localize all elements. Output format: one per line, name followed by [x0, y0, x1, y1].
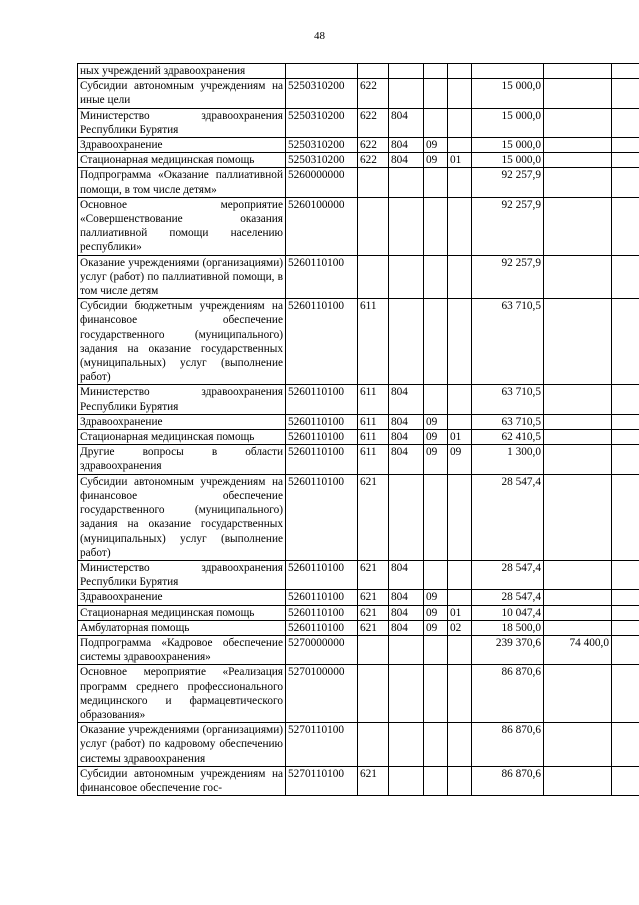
- section-code-cell: 09: [424, 620, 448, 635]
- expense-type-code-cell: 611: [358, 385, 389, 414]
- subsection-code-cell: [448, 766, 472, 795]
- row-name-cell: Субсидии автономным учреждениям на иные цели: [78, 79, 286, 108]
- target-article-code-cell: 5270110100: [286, 723, 358, 767]
- table-row: [78, 605, 639, 620]
- amount-federal-cell: [544, 197, 612, 255]
- amount-federal-cell: [544, 430, 612, 445]
- row-name-cell: Основное мероприятие «Совершенствование оказания паллиативной помощи населению республики»: [78, 197, 286, 255]
- row-name-cell: Стационарная медицинская помощь: [78, 430, 286, 445]
- amount-cell: 18 500,0: [472, 620, 544, 635]
- subsection-code-cell: [448, 64, 472, 79]
- amount-extra-cell: [612, 79, 639, 108]
- ministry-code-cell: 804: [389, 430, 424, 445]
- expense-type-code-cell: [358, 168, 389, 197]
- section-code-cell: [424, 168, 448, 197]
- amount-federal-cell: [544, 255, 612, 299]
- amount-cell: 15 000,0: [472, 108, 544, 137]
- table-row: [78, 414, 639, 429]
- ministry-code-cell: [389, 723, 424, 767]
- amount-federal-cell: 74 400,0: [544, 635, 612, 664]
- target-article-code-cell: 5260110100: [286, 445, 358, 474]
- ministry-code-cell: [389, 299, 424, 385]
- subsection-code-cell: [448, 197, 472, 255]
- table-row: [78, 635, 639, 664]
- section-code-cell: [424, 108, 448, 137]
- section-code-cell: [424, 255, 448, 299]
- expense-type-code-cell: 611: [358, 445, 389, 474]
- amount-federal-cell: [544, 620, 612, 635]
- table-row: [78, 385, 639, 414]
- target-article-code-cell: 5250310200: [286, 138, 358, 153]
- target-article-code-cell: 5260100000: [286, 197, 358, 255]
- target-article-code-cell: 5270100000: [286, 665, 358, 723]
- amount-extra-cell: [612, 197, 639, 255]
- section-code-cell: 09: [424, 590, 448, 605]
- section-code-cell: [424, 64, 448, 79]
- table-row: [78, 723, 639, 767]
- target-article-code-cell: 5260000000: [286, 168, 358, 197]
- expense-type-code-cell: [358, 665, 389, 723]
- table-row: [78, 153, 639, 168]
- target-article-code-cell: [286, 64, 358, 79]
- expense-type-code-cell: 621: [358, 620, 389, 635]
- amount-federal-cell: [544, 385, 612, 414]
- target-article-code-cell: 5250310200: [286, 108, 358, 137]
- amount-extra-cell: [612, 138, 639, 153]
- table-row: [78, 590, 639, 605]
- amount-federal-cell: [544, 665, 612, 723]
- subsection-code-cell: [448, 168, 472, 197]
- subsection-code-cell: [448, 665, 472, 723]
- amount-extra-cell: [612, 605, 639, 620]
- section-code-cell: [424, 197, 448, 255]
- target-article-code-cell: 5260110100: [286, 299, 358, 385]
- subsection-code-cell: [448, 474, 472, 560]
- row-name-cell: Здравоохранение: [78, 138, 286, 153]
- expense-type-code-cell: [358, 197, 389, 255]
- amount-federal-cell: [544, 299, 612, 385]
- amount-cell: 63 710,5: [472, 299, 544, 385]
- table-row: [78, 197, 639, 255]
- amount-extra-cell: [612, 620, 639, 635]
- ministry-code-cell: [389, 635, 424, 664]
- amount-cell: 62 410,5: [472, 430, 544, 445]
- row-name-cell: Оказание учреждениями (организациями) услуг (работ) по кадровому обеспечению системы здравоохранения: [78, 723, 286, 767]
- amount-cell: 1 300,0: [472, 445, 544, 474]
- ministry-code-cell: [389, 168, 424, 197]
- table-row: [78, 64, 639, 79]
- table-row: [78, 474, 639, 560]
- expense-type-code-cell: 622: [358, 79, 389, 108]
- expense-type-code-cell: 622: [358, 108, 389, 137]
- ministry-code-cell: 804: [389, 385, 424, 414]
- table-row: [78, 445, 639, 474]
- row-name-cell: ных учреждений здравоохранения: [78, 64, 286, 79]
- amount-cell: 10 047,4: [472, 605, 544, 620]
- expense-type-code-cell: [358, 64, 389, 79]
- amount-extra-cell: [612, 255, 639, 299]
- table-row: [78, 108, 639, 137]
- expense-type-code-cell: 611: [358, 430, 389, 445]
- table-row: [78, 299, 639, 385]
- table-row: [78, 620, 639, 635]
- amount-federal-cell: [544, 153, 612, 168]
- amount-federal-cell: [544, 723, 612, 767]
- ministry-code-cell: 804: [389, 414, 424, 429]
- target-article-code-cell: 5260110100: [286, 474, 358, 560]
- row-name-cell: Подпрограмма «Кадровое обеспечение системы здравоохранения»: [78, 635, 286, 664]
- row-name-cell: Оказание учреждениями (организациями) услуг (работ) по паллиативной помощи, в том числе детям: [78, 255, 286, 299]
- amount-federal-cell: [544, 474, 612, 560]
- expense-type-code-cell: 621: [358, 766, 389, 795]
- ministry-code-cell: 804: [389, 445, 424, 474]
- target-article-code-cell: 5270110100: [286, 766, 358, 795]
- ministry-code-cell: [389, 255, 424, 299]
- row-name-cell: Амбулаторная помощь: [78, 620, 286, 635]
- section-code-cell: [424, 474, 448, 560]
- ministry-code-cell: [389, 766, 424, 795]
- expense-type-code-cell: [358, 723, 389, 767]
- ministry-code-cell: 804: [389, 590, 424, 605]
- subsection-code-cell: 01: [448, 153, 472, 168]
- target-article-code-cell: 5260110100: [286, 385, 358, 414]
- amount-federal-cell: [544, 560, 612, 589]
- row-name-cell: Основное мероприятие «Реализация программ среднего профессионального медицинского и фармацевтического образования»: [78, 665, 286, 723]
- row-name-cell: Здравоохранение: [78, 590, 286, 605]
- subsection-code-cell: [448, 79, 472, 108]
- amount-extra-cell: [612, 723, 639, 767]
- section-code-cell: [424, 385, 448, 414]
- row-name-cell: Стационарная медицинская помощь: [78, 605, 286, 620]
- amount-federal-cell: [544, 766, 612, 795]
- target-article-code-cell: 5270000000: [286, 635, 358, 664]
- amount-federal-cell: [544, 590, 612, 605]
- target-article-code-cell: 5250310200: [286, 79, 358, 108]
- amount-extra-cell: [612, 560, 639, 589]
- subsection-code-cell: [448, 560, 472, 589]
- amount-cell: 86 870,6: [472, 723, 544, 767]
- target-article-code-cell: 5260110100: [286, 430, 358, 445]
- expense-type-code-cell: 622: [358, 153, 389, 168]
- amount-extra-cell: [612, 385, 639, 414]
- ministry-code-cell: 804: [389, 605, 424, 620]
- section-code-cell: 09: [424, 605, 448, 620]
- expense-type-code-cell: [358, 255, 389, 299]
- expense-type-code-cell: 622: [358, 138, 389, 153]
- target-article-code-cell: 5260110100: [286, 414, 358, 429]
- table-row: [78, 430, 639, 445]
- section-code-cell: [424, 723, 448, 767]
- amount-cell: 92 257,9: [472, 168, 544, 197]
- amount-federal-cell: [544, 414, 612, 429]
- amount-extra-cell: [612, 299, 639, 385]
- subsection-code-cell: [448, 723, 472, 767]
- target-article-code-cell: 5250310200: [286, 153, 358, 168]
- amount-cell: [472, 64, 544, 79]
- amount-federal-cell: [544, 168, 612, 197]
- amount-cell: 15 000,0: [472, 153, 544, 168]
- amount-cell: 92 257,9: [472, 197, 544, 255]
- section-code-cell: [424, 766, 448, 795]
- subsection-code-cell: [448, 635, 472, 664]
- subsection-code-cell: [448, 385, 472, 414]
- ministry-code-cell: [389, 665, 424, 723]
- table-row: [78, 560, 639, 589]
- page-number: 48: [314, 30, 325, 42]
- amount-federal-cell: [544, 605, 612, 620]
- table-row: [78, 79, 639, 108]
- amount-federal-cell: [544, 108, 612, 137]
- ministry-code-cell: [389, 197, 424, 255]
- subsection-code-cell: 01: [448, 430, 472, 445]
- table-row: [78, 766, 639, 795]
- table-row: [78, 255, 639, 299]
- row-name-cell: Другие вопросы в области здравоохранения: [78, 445, 286, 474]
- row-name-cell: Министерство здравоохранения Республики Бурятия: [78, 385, 286, 414]
- subsection-code-cell: 09: [448, 445, 472, 474]
- amount-federal-cell: [544, 138, 612, 153]
- expense-type-code-cell: 611: [358, 414, 389, 429]
- amount-federal-cell: [544, 445, 612, 474]
- expense-type-code-cell: [358, 635, 389, 664]
- subsection-code-cell: [448, 108, 472, 137]
- amount-extra-cell: [612, 766, 639, 795]
- target-article-code-cell: 5260110100: [286, 255, 358, 299]
- amount-extra-cell: [612, 665, 639, 723]
- expense-type-code-cell: 621: [358, 474, 389, 560]
- amount-extra-cell: [612, 168, 639, 197]
- table-row: [78, 665, 639, 723]
- target-article-code-cell: 5260110100: [286, 620, 358, 635]
- target-article-code-cell: 5260110100: [286, 590, 358, 605]
- amount-cell: 86 870,6: [472, 766, 544, 795]
- ministry-code-cell: 804: [389, 153, 424, 168]
- section-code-cell: [424, 560, 448, 589]
- row-name-cell: Субсидии автономным учреждениям на финансовое обеспечение гос-: [78, 766, 286, 795]
- section-code-cell: 09: [424, 153, 448, 168]
- amount-cell: 239 370,6: [472, 635, 544, 664]
- amount-cell: 92 257,9: [472, 255, 544, 299]
- section-code-cell: 09: [424, 414, 448, 429]
- target-article-code-cell: 5260110100: [286, 560, 358, 589]
- row-name-cell: Министерство здравоохранения Республики Бурятия: [78, 108, 286, 137]
- section-code-cell: 09: [424, 138, 448, 153]
- subsection-code-cell: 02: [448, 620, 472, 635]
- target-article-code-cell: 5260110100: [286, 605, 358, 620]
- table-row: [78, 138, 639, 153]
- ministry-code-cell: [389, 474, 424, 560]
- expense-type-code-cell: 621: [358, 605, 389, 620]
- section-code-cell: [424, 635, 448, 664]
- ministry-code-cell: 804: [389, 560, 424, 589]
- subsection-code-cell: [448, 414, 472, 429]
- ministry-code-cell: 804: [389, 108, 424, 137]
- amount-cell: 28 547,4: [472, 560, 544, 589]
- row-name-cell: Здравоохранение: [78, 414, 286, 429]
- amount-extra-cell: [612, 414, 639, 429]
- ministry-code-cell: 804: [389, 620, 424, 635]
- subsection-code-cell: [448, 299, 472, 385]
- budget-table: [77, 63, 639, 796]
- ministry-code-cell: 804: [389, 138, 424, 153]
- amount-extra-cell: [612, 590, 639, 605]
- amount-extra-cell: [612, 153, 639, 168]
- amount-cell: 28 547,4: [472, 590, 544, 605]
- amount-cell: 28 547,4: [472, 474, 544, 560]
- amount-extra-cell: [612, 430, 639, 445]
- section-code-cell: 09: [424, 430, 448, 445]
- amount-cell: 86 870,6: [472, 665, 544, 723]
- section-code-cell: [424, 665, 448, 723]
- subsection-code-cell: [448, 255, 472, 299]
- section-code-cell: 09: [424, 445, 448, 474]
- expense-type-code-cell: 611: [358, 299, 389, 385]
- amount-cell: 15 000,0: [472, 79, 544, 108]
- budget-table-body: [78, 64, 639, 796]
- amount-cell: 15 000,0: [472, 138, 544, 153]
- section-code-cell: [424, 299, 448, 385]
- expense-type-code-cell: 621: [358, 590, 389, 605]
- row-name-cell: Субсидии бюджетным учреждениям на финансовое обеспечение государственного (муниципального) задания на оказание государственных (муниципальных) услуг (выполнение работ): [78, 299, 286, 385]
- row-name-cell: Субсидии автономным учреждениям на финансовое обеспечение государственного (муниципального) задания на оказание государственных (муниципальных) услуг (выполнение работ): [78, 474, 286, 560]
- table-row: [78, 168, 639, 197]
- amount-federal-cell: [544, 79, 612, 108]
- subsection-code-cell: 01: [448, 605, 472, 620]
- ministry-code-cell: [389, 79, 424, 108]
- amount-cell: 63 710,5: [472, 385, 544, 414]
- subsection-code-cell: [448, 138, 472, 153]
- amount-extra-cell: [612, 64, 639, 79]
- amount-extra-cell: [612, 445, 639, 474]
- amount-extra-cell: [612, 108, 639, 137]
- expense-type-code-cell: 621: [358, 560, 389, 589]
- subsection-code-cell: [448, 590, 472, 605]
- row-name-cell: Стационарная медицинская помощь: [78, 153, 286, 168]
- amount-cell: 63 710,5: [472, 414, 544, 429]
- row-name-cell: Министерство здравоохранения Республики Бурятия: [78, 560, 286, 589]
- ministry-code-cell: [389, 64, 424, 79]
- amount-extra-cell: [612, 635, 639, 664]
- section-code-cell: [424, 79, 448, 108]
- amount-federal-cell: [544, 64, 612, 79]
- amount-extra-cell: [612, 474, 639, 560]
- row-name-cell: Подпрограмма «Оказание паллиативной помощи, в том числе детям»: [78, 168, 286, 197]
